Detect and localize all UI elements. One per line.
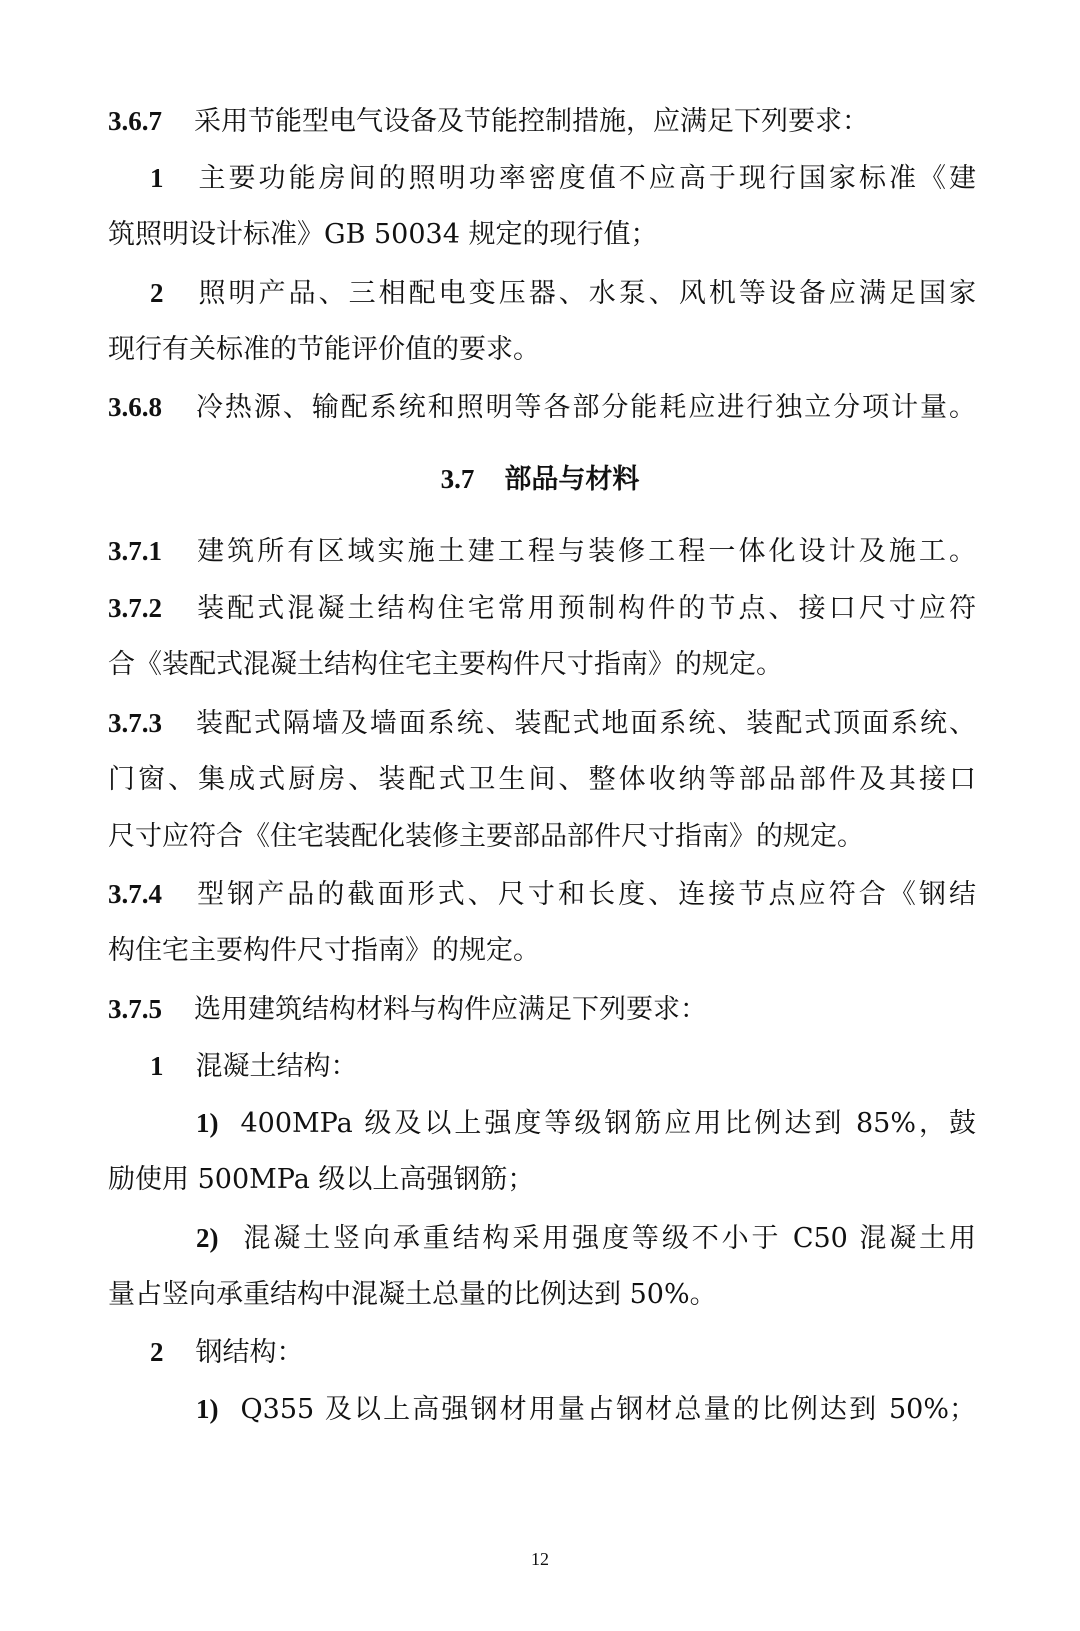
clause-text: 装配式混凝土结构住宅常用预制构件的节点、接口尺寸应符 — [194, 593, 976, 624]
clause-3-7-4-line1 — [108, 876, 976, 913]
clause-3-6-7 — [108, 103, 976, 140]
clause-number: 3.6.7 — [108, 106, 162, 136]
item-number: 2 — [150, 1337, 164, 1367]
page-number: 12 — [531, 1549, 549, 1569]
item-3-6-7-2-line1 — [150, 275, 976, 312]
clause-text: 建筑所有区域实施土建工程与装修工程一体化设计及施工。 — [194, 536, 976, 567]
section-heading — [0, 461, 1080, 498]
subitem-text: Q355 及以上高强钢材用量占钢材总量的比例达到 50%； — [240, 1394, 976, 1425]
clause-3-7-2-line2: 合《装配式混凝土结构住宅主要构件尺寸指南》的规定。 — [108, 649, 783, 680]
clause-number: 3.7.2 — [108, 593, 162, 623]
clause-3-7-3-line2: 门窗、集成式厨房、装配式卫生间、整体收纳等部品部件及其接口 — [108, 764, 976, 795]
subitem-number: 1) — [196, 1108, 219, 1138]
clause-text: 冷热源、输配系统和照明等各部分能耗应进行独立分项计量。 — [194, 392, 976, 423]
item-text: 主要功能房间的照明功率密度值不应高于现行国家标准《建 — [195, 163, 976, 194]
clause-number: 3.7.1 — [108, 536, 162, 566]
item-3-7-5-1 — [150, 1048, 976, 1085]
clause-number: 3.6.8 — [108, 392, 162, 422]
clause-number: 3.7.4 — [108, 879, 162, 909]
clause-3-7-1 — [108, 533, 976, 570]
subitem-3-7-5-2-1 — [196, 1391, 976, 1428]
subitem-text: 混凝土竖向承重结构采用强度等级不小于 C50 混凝土用 — [240, 1223, 976, 1254]
item-3-7-5-2 — [150, 1334, 976, 1371]
clause-number: 3.7.3 — [108, 708, 162, 738]
clause-number: 3.7.5 — [108, 994, 162, 1024]
clause-3-7-5 — [108, 991, 976, 1028]
subitem-number: 2) — [196, 1223, 219, 1253]
item-number: 2 — [150, 278, 164, 308]
clause-text: 采用节能型电气设备及节能控制措施，应满足下列要求： — [194, 106, 869, 137]
item-number: 1 — [150, 1051, 164, 1081]
section-number: 3.7 — [440, 464, 475, 494]
clause-3-7-4-line2: 构住宅主要构件尺寸指南》的规定。 — [108, 935, 540, 966]
clause-text: 装配式隔墙及墙面系统、装配式地面系统、装配式顶面系统、 — [194, 708, 976, 739]
item-3-6-7-1-line2: 筑照明设计标准》GB 50034 规定的现行值； — [108, 219, 658, 250]
clause-3-7-3-line3: 尺寸应符合《住宅装配化装修主要部品部件尺寸指南》的规定。 — [108, 821, 864, 852]
subitem-3-7-5-1-1-line2: 励使用 500MPa 级以上高强钢筋； — [108, 1164, 535, 1195]
subitem-3-7-5-1-1-line1 — [196, 1105, 976, 1142]
section-title: 部品与材料 — [504, 464, 640, 495]
clause-3-6-8 — [108, 389, 976, 426]
item-text: 混凝土结构： — [195, 1051, 358, 1082]
subitem-text: 400MPa 级及以上强度等级钢筋应用比例达到 85%，鼓 — [240, 1108, 976, 1139]
item-3-6-7-1-line1 — [150, 160, 976, 197]
clause-text: 型钢产品的截面形式、尺寸和长度、连接节点应符合《钢结 — [194, 879, 976, 910]
subitem-number: 1) — [196, 1394, 219, 1424]
item-number: 1 — [150, 163, 164, 193]
clause-3-7-2-line1 — [108, 590, 976, 627]
item-text: 照明产品、三相配电变压器、水泵、风机等设备应满足国家 — [195, 278, 976, 309]
clause-text: 选用建筑结构材料与构件应满足下列要求： — [194, 994, 707, 1025]
subitem-3-7-5-1-2-line2: 量占竖向承重结构中混凝土总量的比例达到 50%。 — [108, 1279, 717, 1310]
subitem-3-7-5-1-2-line1 — [196, 1220, 976, 1257]
item-text: 钢结构： — [195, 1337, 304, 1368]
item-3-6-7-2-line2: 现行有关标准的节能评价值的要求。 — [108, 334, 540, 365]
clause-3-7-3-line1 — [108, 705, 976, 742]
